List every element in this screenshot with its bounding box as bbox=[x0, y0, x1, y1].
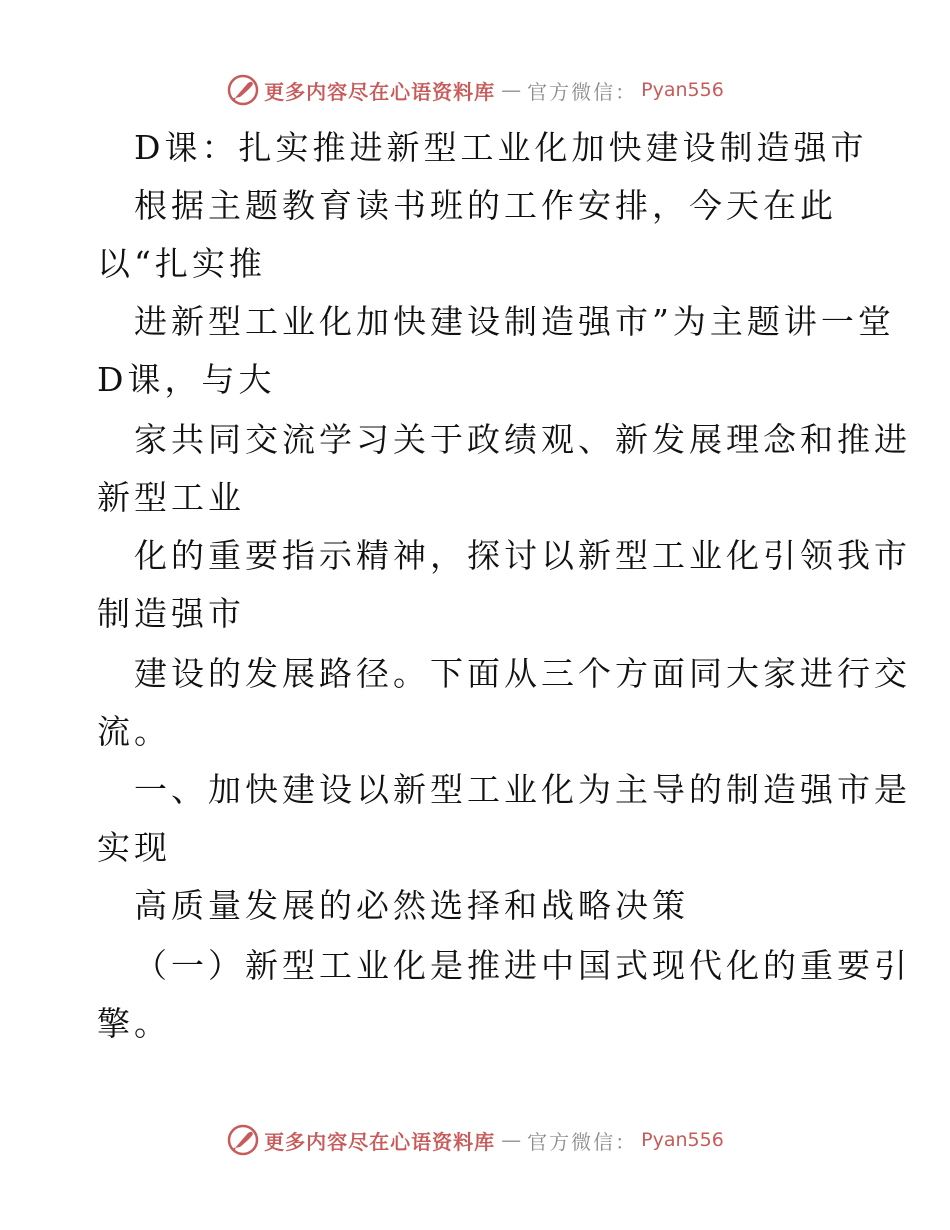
header-watermark bbox=[0, 70, 950, 110]
watermark-wechat-id: Pyan556 bbox=[641, 1129, 724, 1151]
paragraph-line: 制造强市 bbox=[97, 594, 245, 633]
watermark-separator: — bbox=[501, 78, 522, 102]
watermark-official-text: 官方微信： bbox=[527, 1129, 638, 1154]
watermark-official-text: 官方微信： bbox=[527, 79, 638, 104]
subsection-heading: （一）新型工业化是推进中国式现代化的重要引 bbox=[134, 946, 911, 985]
paragraph-line: 新型工业 bbox=[97, 478, 245, 517]
paragraph-line: D课，与大 bbox=[97, 360, 276, 399]
paragraph-line: 化的重要指示精神，探讨以新型工业化引领我市 bbox=[134, 536, 911, 575]
paragraph-line: 根据主题教育读书班的工作安排，今天在此 bbox=[134, 186, 837, 225]
paragraph-line: 家共同交流学习关于政绩观、新发展理念和推进 bbox=[134, 420, 911, 459]
footer-watermark bbox=[0, 1120, 950, 1160]
paragraph-line: 建设的发展路径。下面从三个方面同大家进行交 bbox=[134, 654, 911, 693]
watermark-separator: — bbox=[501, 1128, 522, 1152]
watermark-brand-text: 更多内容尽在心语资料库 bbox=[264, 1129, 496, 1154]
watermark-brand-text: 更多内容尽在心语资料库 bbox=[264, 79, 496, 104]
section-heading: 实现 bbox=[97, 828, 171, 867]
paragraph-line: 以“扎实推 bbox=[97, 244, 266, 283]
quill-pen-icon bbox=[226, 1123, 260, 1157]
subsection-heading: 擎。 bbox=[97, 1004, 171, 1043]
quill-pen-icon bbox=[226, 73, 260, 107]
watermark-wechat-id: Pyan556 bbox=[641, 79, 724, 101]
document-title: D课：扎实推进新型工业化加快建设制造强市 bbox=[134, 128, 868, 167]
paragraph-line: 进新型工业化加快建设制造强市”为主题讲一堂 bbox=[134, 302, 895, 341]
paragraph-line: 流。 bbox=[97, 712, 171, 751]
section-heading: 一、加快建设以新型工业化为主导的制造强市是 bbox=[134, 770, 911, 809]
section-heading: 高质量发展的必然选择和战略决策 bbox=[134, 886, 689, 925]
